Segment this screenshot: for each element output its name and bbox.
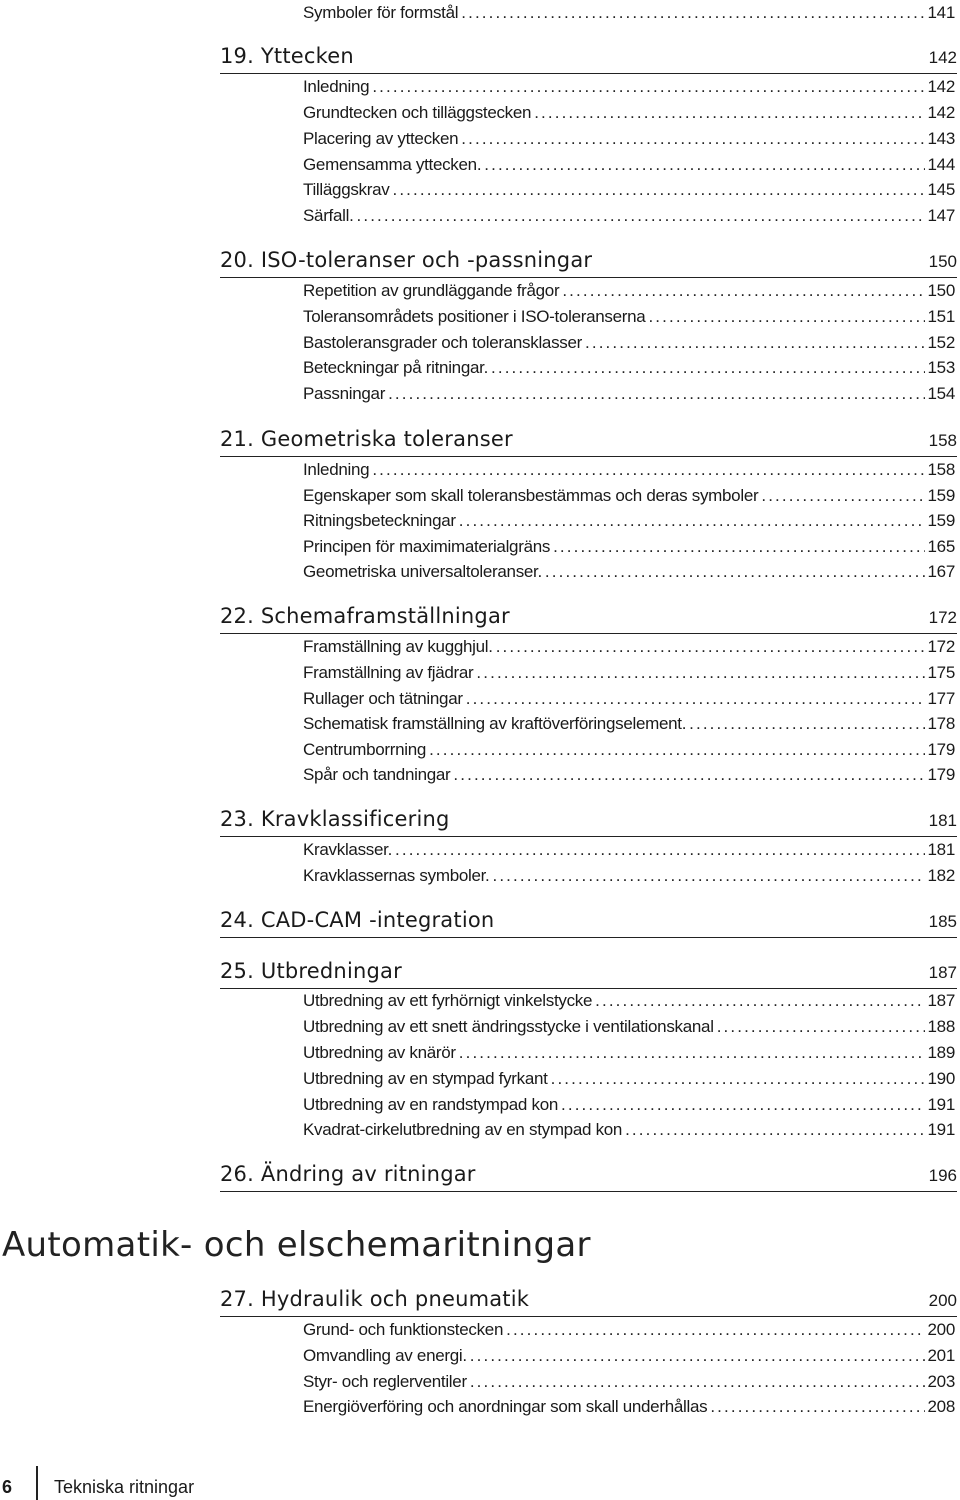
dot-leader — [388, 383, 924, 405]
toc-entry-title: Kvadrat-cirkelutbredning av en stympad kon — [303, 1120, 623, 1139]
toc-entry-page: 189 — [927, 1043, 955, 1062]
toc-entry[interactable] — [303, 1068, 955, 1090]
dot-leader — [717, 1016, 925, 1038]
chapter-title: 24. CAD-CAM -integration — [220, 908, 495, 932]
dot-leader — [372, 76, 924, 98]
dot-leader — [459, 1042, 925, 1064]
toc-entry-page: 141 — [927, 3, 955, 22]
toc-entry-page: 154 — [927, 384, 955, 403]
toc-entry[interactable] — [303, 764, 955, 786]
toc-entry[interactable] — [303, 205, 955, 227]
toc-entry-title: Gemensamma yttecken. — [303, 155, 482, 174]
dot-leader — [429, 739, 924, 761]
toc-entry-title: Inledning — [303, 77, 370, 96]
chapter-heading[interactable] — [220, 906, 957, 938]
toc-entry[interactable] — [303, 485, 955, 507]
toc-entry-title: Symboler för formstål — [303, 3, 459, 22]
toc-entry-title: Schematisk framställning av kraftöverföringselement. — [303, 714, 687, 733]
toc-entry[interactable] — [303, 1319, 955, 1341]
dot-leader — [534, 102, 924, 124]
chapter-page: 185 — [928, 912, 957, 931]
chapter-heading[interactable] — [220, 1160, 957, 1192]
toc-entry[interactable] — [303, 154, 955, 176]
toc-entry[interactable] — [303, 839, 955, 861]
toc-entry-page: 167 — [927, 562, 955, 581]
toc-entry[interactable] — [303, 1042, 955, 1064]
toc-entry-title: Utbredning av knärör — [303, 1043, 456, 1062]
dot-leader — [491, 357, 925, 379]
toc-entry-title: Utbredning av en randstympad kon — [303, 1095, 559, 1114]
chapter-heading[interactable] — [220, 246, 957, 278]
toc-entry-page: 159 — [927, 486, 955, 505]
toc-entry[interactable] — [303, 332, 955, 354]
toc-entry[interactable] — [303, 102, 955, 124]
toc-entry-title: Rullager och tätningar — [303, 689, 463, 708]
toc-entry-title: Särfall. — [303, 206, 354, 225]
toc-entry-title: Framställning av kugghjul. — [303, 637, 493, 656]
toc-entry-title: Toleransområdets positioner i ISO-toleranserna — [303, 307, 646, 326]
toc-entry-title: Geometriska universaltoleranser. — [303, 562, 542, 581]
chapter-title: 23. Kravklassificering — [220, 807, 450, 831]
toc-entry-page: 153 — [927, 358, 955, 377]
toc-entry[interactable] — [303, 1119, 955, 1141]
dot-leader — [562, 280, 924, 302]
dot-leader — [461, 2, 924, 24]
chapter-heading[interactable] — [220, 602, 957, 634]
toc-entry-page: 191 — [927, 1095, 955, 1114]
toc-entry-page: 201 — [927, 1346, 955, 1365]
toc-entry-title: Egenskaper som skall toleransbestämmas och deras symboler — [303, 486, 759, 505]
toc-entry-title: Placering av yttecken — [303, 129, 459, 148]
dot-leader — [453, 764, 924, 786]
dot-leader — [357, 205, 925, 227]
dot-leader — [648, 306, 924, 328]
toc-entry-page: 203 — [927, 1372, 955, 1391]
toc-entry[interactable] — [303, 865, 955, 887]
toc-entry[interactable] — [303, 536, 955, 558]
toc-entry[interactable] — [303, 662, 955, 684]
chapter-heading[interactable] — [220, 1285, 957, 1317]
toc-entry-page: 143 — [927, 129, 955, 148]
chapter-title: 21. Geometriska toleranser — [220, 427, 513, 451]
dot-leader — [506, 1319, 924, 1341]
dot-leader — [492, 865, 924, 887]
toc-entry-title: Kravklassernas symboler. — [303, 866, 490, 885]
chapter-heading[interactable] — [220, 957, 957, 989]
toc-entry-page: 159 — [927, 511, 955, 530]
dot-leader — [496, 636, 925, 658]
chapter-title: 25. Utbredningar — [220, 959, 402, 983]
toc-entry-title: Principen för maximimaterialgräns — [303, 537, 551, 556]
footer-divider — [36, 1466, 38, 1500]
footer-book-title: Tekniska ritningar — [54, 1477, 195, 1497]
toc-entry-page: 158 — [927, 460, 955, 479]
toc-entry-page: 150 — [927, 281, 955, 300]
toc-entry-page: 152 — [927, 333, 955, 352]
toc-entry[interactable] — [303, 561, 955, 583]
toc-entry-title: Passningar — [303, 384, 386, 403]
toc-entry-title: Grund- och funktionstecken — [303, 1320, 504, 1339]
dot-leader — [553, 536, 924, 558]
toc-entry[interactable] — [303, 383, 955, 405]
toc-entry-title: Beteckningar på ritningar. — [303, 358, 488, 377]
toc-entry-title: Centrumborrning — [303, 740, 427, 759]
toc-entry[interactable] — [303, 128, 955, 150]
toc-entry[interactable] — [303, 739, 955, 761]
toc-entry-title: Kravklasser. — [303, 840, 392, 859]
dot-leader — [689, 713, 924, 735]
toc-entry-page: 142 — [927, 103, 955, 122]
toc-entry-page: 142 — [927, 77, 955, 96]
chapter-page: 196 — [928, 1166, 957, 1185]
toc-entry-title: Bastoleransgrader och toleransklasser — [303, 333, 582, 352]
toc-entry-page: 147 — [927, 206, 955, 225]
toc-entry-title: Repetition av grundläggande frågor — [303, 281, 560, 300]
chapter-title: 19. Yttecken — [220, 44, 354, 68]
dot-leader — [761, 485, 924, 507]
toc-entry-page: 178 — [927, 714, 955, 733]
toc-entry-title: Utbredning av ett fyrhörnigt vinkelstycke — [303, 991, 593, 1010]
dot-leader — [395, 839, 925, 861]
dot-leader — [551, 1068, 925, 1090]
chapter-page: 150 — [928, 252, 957, 271]
toc-entry[interactable] — [303, 990, 955, 1012]
toc-entry[interactable] — [303, 306, 955, 328]
toc-entry-page: 182 — [927, 866, 955, 885]
toc-entry-page: 179 — [927, 740, 955, 759]
toc-entry-title: Framställning av fjädrar — [303, 663, 474, 682]
toc-entry-title: Spår och tandningar — [303, 765, 451, 784]
toc-entry-page: 190 — [927, 1069, 955, 1088]
chapter-page: 200 — [928, 1291, 957, 1310]
toc-entry[interactable] — [303, 1094, 955, 1116]
dot-leader — [470, 1371, 925, 1393]
section-heading: Automatik- och elschemaritningar — [2, 1225, 591, 1265]
dot-leader — [545, 561, 925, 583]
toc-entry-page: 144 — [927, 155, 955, 174]
dot-leader — [459, 510, 925, 532]
dot-leader — [392, 179, 924, 201]
toc-entry-page: 145 — [927, 180, 955, 199]
toc-entry-title: Inledning — [303, 460, 370, 479]
dot-leader — [484, 154, 924, 176]
toc-entry-title: Utbredning av ett snett ändringsstycke i ventilationskanal — [303, 1017, 714, 1036]
toc-entry-page: 165 — [927, 537, 955, 556]
footer-page-number: 6 — [2, 1477, 13, 1497]
toc-entry-page: 177 — [927, 689, 955, 708]
toc-entry[interactable] — [303, 280, 955, 302]
toc-entry[interactable] — [303, 459, 955, 481]
toc-entry[interactable] — [303, 636, 955, 658]
toc-entry[interactable] — [303, 1396, 955, 1418]
toc-entry[interactable] — [303, 688, 955, 710]
chapter-heading[interactable] — [220, 425, 957, 457]
toc-entry-title: Grundtecken och tilläggstecken — [303, 103, 532, 122]
toc-entry[interactable] — [303, 510, 955, 532]
toc-entry[interactable] — [303, 179, 955, 201]
dot-leader — [561, 1094, 925, 1116]
toc-entry[interactable] — [303, 76, 955, 98]
toc-entry-page: 179 — [927, 765, 955, 784]
toc-entry[interactable] — [303, 357, 955, 379]
toc-entry-page: 187 — [927, 991, 955, 1010]
chapter-page: 142 — [928, 48, 957, 67]
toc-entry-title: Ritningsbeteckningar — [303, 511, 456, 530]
toc-entry-title: Styr- och reglerventiler — [303, 1372, 467, 1391]
chapter-title: 26. Ändring av ritningar — [220, 1162, 476, 1186]
toc-entry-title: Energiöverföring och anordningar som skall underhållas — [303, 1397, 708, 1416]
toc-entry-page: 188 — [927, 1017, 955, 1036]
toc-entry-page: 200 — [927, 1320, 955, 1339]
dot-leader — [476, 662, 924, 684]
dot-leader — [470, 1345, 925, 1367]
toc-entry[interactable] — [303, 1345, 955, 1367]
chapter-page: 172 — [928, 608, 957, 627]
dot-leader — [466, 688, 925, 710]
chapter-title: 22. Schemaframställningar — [220, 604, 510, 628]
toc-entry-page: 172 — [927, 637, 955, 656]
chapter-heading[interactable] — [220, 42, 957, 74]
dot-leader — [625, 1119, 924, 1141]
chapter-title: 27. Hydraulik och pneumatik — [220, 1287, 530, 1311]
dot-leader — [372, 459, 924, 481]
chapter-heading[interactable] — [220, 805, 957, 837]
toc-entry[interactable] — [303, 1371, 955, 1393]
chapter-page: 181 — [928, 811, 957, 830]
toc-entry-page: 208 — [927, 1397, 955, 1416]
toc-entry-page: 191 — [927, 1120, 955, 1139]
toc-entry-page: 151 — [927, 307, 955, 326]
dot-leader — [585, 332, 925, 354]
dot-leader — [595, 990, 924, 1012]
chapter-title: 20. ISO-toleranser och -passningar — [220, 248, 593, 272]
chapter-page: 187 — [928, 963, 957, 982]
toc-entry-title: Omvandling av energi. — [303, 1346, 467, 1365]
toc-entry-title: Tilläggskrav — [303, 180, 390, 199]
toc-entry[interactable] — [303, 1016, 955, 1038]
toc-entry[interactable] — [303, 2, 955, 24]
toc-entry-title: Utbredning av en stympad fyrkant — [303, 1069, 548, 1088]
toc-entry-page: 175 — [927, 663, 955, 682]
chapter-page: 158 — [928, 431, 957, 450]
toc-entry[interactable] — [303, 713, 955, 735]
toc-entry-page: 181 — [927, 840, 955, 859]
dot-leader — [461, 128, 924, 150]
dot-leader — [710, 1396, 924, 1418]
